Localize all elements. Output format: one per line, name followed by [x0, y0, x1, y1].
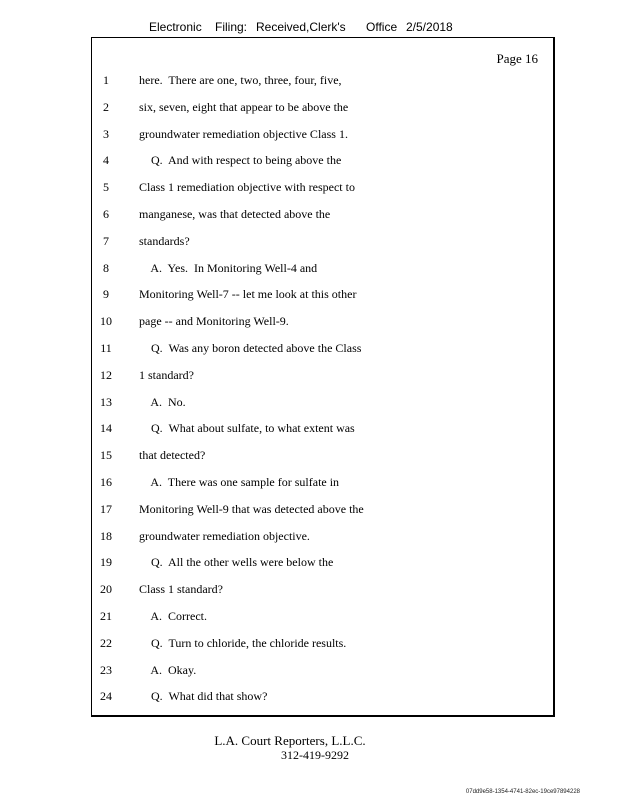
transcript-line: [0, 663, 560, 681]
court-reporter-name: L.A. Court Reporters, L.L.C.: [214, 733, 366, 748]
transcript-line: [0, 180, 560, 198]
line-number: 14: [100, 421, 112, 436]
line-text: Class 1 standard?: [139, 582, 223, 597]
transcript-line: [0, 368, 560, 386]
document-id: 07dd9e58-1354-4741-82ec-19ce97894228: [465, 789, 580, 795]
line-text: here. There are one, two, three, four, five,: [139, 73, 342, 87]
line-text: Q. All the other wells were below the: [139, 555, 334, 570]
stamp-office: Office: [366, 20, 398, 34]
line-text: A. No.: [139, 394, 186, 409]
transcript-line: [0, 314, 560, 332]
line-text: Class 1 remediation objective with respect to: [139, 180, 355, 195]
line-text: groundwater remediation objective Class 1.: [139, 126, 348, 141]
line-number: 18: [100, 528, 112, 543]
transcript-line: [0, 421, 560, 439]
transcript-line: [0, 609, 560, 627]
transcript-line: [0, 261, 560, 279]
transcript-line: [0, 234, 560, 252]
line-number: 7: [103, 233, 109, 248]
line-text: page -- and Monitoring Well-9.: [139, 314, 289, 329]
transcript-line: [0, 287, 560, 305]
line-text: that detected?: [139, 448, 206, 463]
stamp-electronic: Electronic: [149, 20, 202, 34]
line-number: 2: [103, 99, 109, 114]
line-text: Q. Turn to chloride, the chloride results.: [139, 635, 347, 650]
page-number: Page 16: [496, 51, 538, 66]
transcript-line: [0, 502, 560, 520]
line-number: 9: [103, 287, 109, 302]
line-text: A. Yes. In Monitoring Well-4 and: [139, 260, 318, 275]
line-text: Q. What did that show?: [139, 689, 268, 704]
transcript-line: [0, 341, 560, 359]
line-number: 13: [100, 394, 112, 409]
transcript-line: [0, 73, 560, 91]
line-number: 19: [100, 555, 112, 570]
transcript-line: [0, 636, 560, 654]
line-number: 11: [100, 341, 112, 355]
transcript-line: [0, 395, 560, 413]
line-number: 10: [100, 314, 112, 329]
filing-stamp: [0, 20, 618, 36]
stamp-date: 2/5/2018: [406, 20, 453, 34]
transcript-line: [0, 127, 560, 145]
line-number: 23: [100, 662, 112, 677]
line-text: standards?: [139, 233, 190, 248]
line-text: six, seven, eight that appear to be above the: [139, 99, 349, 114]
line-number: 21: [100, 609, 112, 623]
transcript-line: [0, 207, 560, 225]
line-number: 22: [100, 635, 112, 650]
line-number: 12: [100, 367, 112, 382]
line-number: 15: [100, 448, 112, 463]
transcript-line: [0, 448, 560, 466]
transcript-line: [0, 555, 560, 573]
line-text: Q. And with respect to being above the: [139, 153, 342, 168]
line-number: 6: [103, 207, 109, 221]
transcript-line: [0, 529, 560, 547]
stamp-filing: Filing:: [215, 20, 248, 34]
line-number: 4: [103, 153, 109, 168]
line-text: groundwater remediation objective.: [139, 528, 310, 543]
transcript-line: [0, 475, 560, 493]
transcript-line: [0, 100, 560, 118]
line-number: 20: [100, 582, 112, 597]
line-number: 16: [100, 475, 112, 489]
line-number: 1: [103, 73, 109, 87]
stamp-received: Received,Clerk's: [256, 20, 346, 34]
line-text: Q. What about sulfate, to what extent was: [139, 421, 355, 436]
line-text: manganese, was that detected above the: [139, 207, 331, 221]
line-text: Monitoring Well-7 -- let me look at this other: [139, 287, 357, 302]
line-number: 8: [103, 260, 109, 275]
line-text: A. There was one sample for sulfate in: [139, 475, 340, 489]
line-number: 5: [103, 180, 109, 195]
transcript-line: [0, 689, 560, 707]
transcript-line: [0, 582, 560, 600]
line-number: 24: [100, 689, 112, 704]
line-number: 3: [103, 126, 109, 141]
line-text: Q. Was any boron detected above the Class: [139, 341, 362, 355]
line-text: 1 standard?: [139, 367, 194, 382]
court-reporter-phone: 312-419-9292: [281, 748, 349, 762]
line-number: 17: [100, 501, 112, 516]
line-text: Monitoring Well-9 that was detected above the: [139, 501, 364, 516]
line-text: A. Okay.: [139, 662, 197, 677]
transcript-line: [0, 153, 560, 171]
line-text: A. Correct.: [139, 609, 207, 623]
